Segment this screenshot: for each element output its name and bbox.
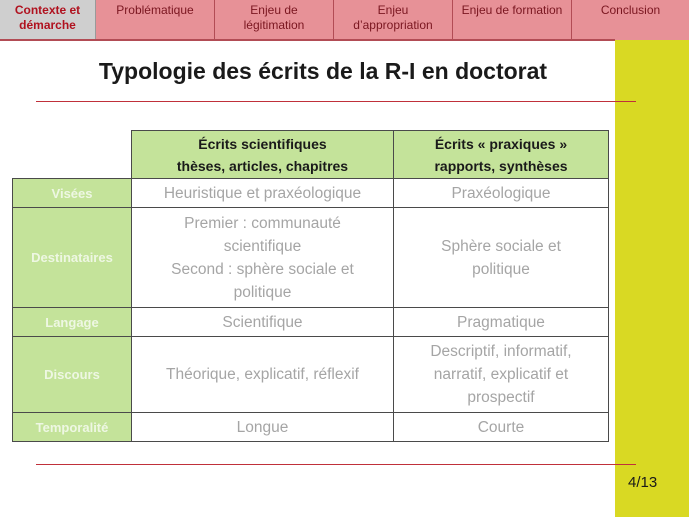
row-label: Discours	[13, 337, 132, 413]
section-nav	[0, 0, 689, 40]
tab-label: Enjeu d’appropriation	[353, 3, 433, 32]
header-scientific: Écrits scientifiques thèses, articles, chapitres	[132, 131, 394, 179]
side-band	[615, 40, 689, 517]
table-row	[13, 337, 609, 413]
page-number: 4/13	[628, 474, 658, 491]
footer-divider	[36, 464, 636, 465]
cell-scientific: Longue	[132, 413, 394, 442]
tab-label: Enjeu de légitimation	[243, 3, 305, 32]
cell-scientific: Premier : communauté scientifique Second : sphère sociale et politique	[132, 208, 394, 308]
table-row	[13, 308, 609, 337]
table-row	[13, 413, 609, 442]
cell-praxic: Praxéologique	[394, 179, 609, 208]
tab-conclusion[interactable]	[572, 0, 689, 40]
tab-label: Problématique	[116, 3, 194, 17]
table-header-row	[13, 131, 609, 179]
tab-enjeu-formation[interactable]	[453, 0, 572, 40]
tab-label: Conclusion	[600, 3, 661, 17]
row-label: Destinataires	[13, 208, 132, 308]
row-label: Temporalité	[13, 413, 132, 442]
header-praxic: Écrits « praxiques » rapports, synthèses	[394, 131, 609, 179]
tab-enjeu-appropriation[interactable]	[334, 0, 453, 40]
cell-scientific: Théorique, explicatif, réflexif	[132, 337, 394, 413]
table-row	[13, 208, 609, 308]
tab-label: Enjeu de formation	[461, 3, 563, 17]
row-label: Visées	[13, 179, 132, 208]
table-corner	[13, 131, 132, 179]
cell-praxic: Pragmatique	[394, 308, 609, 337]
row-label: Langage	[13, 308, 132, 337]
tab-label: Contexte et démarche	[14, 3, 81, 32]
cell-praxic: Courte	[394, 413, 609, 442]
cell-scientific: Heuristique et praxéologique	[132, 179, 394, 208]
slide-title: Typologie des écrits de la R-I en doctorat	[98, 58, 548, 84]
cell-scientific: Scientifique	[132, 308, 394, 337]
cell-praxic: Descriptif, informatif, narratif, explicatif et prospectif	[394, 337, 609, 413]
table-row	[13, 179, 609, 208]
cell-praxic: Sphère sociale et politique	[394, 208, 609, 308]
typology-table	[12, 130, 609, 442]
nav-underline	[0, 39, 615, 41]
tab-enjeu-legitimation[interactable]	[215, 0, 334, 40]
tab-contexte-demarche[interactable]	[0, 0, 96, 40]
tab-problematique[interactable]	[96, 0, 215, 40]
title-divider	[36, 101, 636, 102]
